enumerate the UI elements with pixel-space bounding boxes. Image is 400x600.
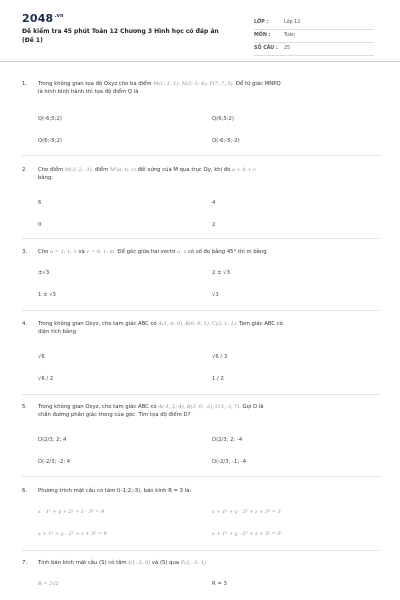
- page-title: [22, 28, 222, 45]
- question-formula: P(2; -2; 1).: [180, 560, 208, 566]
- question-formula: u,: [176, 249, 182, 255]
- question-text: [22, 487, 374, 495]
- meta-row-subject: [254, 30, 374, 43]
- divider: [22, 310, 380, 311]
- question-text-part: và: [76, 249, 87, 255]
- question-text-part: Phương trình mặt cầu có tâm I(-1;2;-3), bán kính R = 3 là:: [38, 488, 192, 494]
- question-text: [22, 80, 374, 95]
- option-a[interactable]: 6: [38, 200, 42, 206]
- question-text-part: Trong không gian Oxyz, cho tam giác ABC có: [38, 321, 159, 327]
- option-b[interactable]: x + 1² + y - 2² + z + 3² = 3: [212, 509, 281, 515]
- question-number: 7.: [22, 560, 28, 566]
- question-formula: A(-1; 2; 4), B(3; 0; -2), C(1; 3; 7).: [158, 404, 241, 410]
- option-d[interactable]: 2: [212, 222, 216, 228]
- option-d[interactable]: x + 1² + y - 2² + z + 3² = 9: [212, 531, 281, 537]
- meta-key: SỐ CÂU :: [254, 46, 278, 51]
- question-text-part: Trong không gian Oxyz, cho tam giác ABC có: [38, 404, 159, 410]
- option-c[interactable]: 0: [38, 222, 42, 228]
- meta-value: Lớp 12: [284, 20, 301, 25]
- option-b[interactable]: √6 / 3: [212, 354, 228, 360]
- divider: [22, 238, 380, 239]
- exam-meta: [254, 17, 374, 56]
- option-b[interactable]: 4: [212, 200, 216, 206]
- question-number: 1.: [22, 81, 28, 87]
- question-text-line-2: diện tích bằng: [38, 329, 76, 335]
- option-a[interactable]: R = 2√2: [38, 581, 59, 587]
- divider: [22, 155, 380, 156]
- question-4: [22, 320, 382, 400]
- question-3: [22, 248, 382, 318]
- divider: [22, 394, 380, 395]
- question-text-part: đối xứng của M qua trục Oy, khi đó: [135, 167, 233, 173]
- option-b[interactable]: D(2/3; 2; -4: [212, 437, 243, 443]
- question-text-part: điểm: [93, 167, 110, 173]
- question-2: [22, 166, 382, 246]
- question-6: [22, 487, 382, 552]
- option-a[interactable]: x - 1² + y + 2² + z - 3² = 9: [38, 509, 105, 515]
- option-b[interactable]: Q(6;5;2): [212, 116, 234, 122]
- question-formula: a + b + c: [232, 167, 256, 173]
- question-text-part: Để góc giữa hai vectơ: [115, 249, 177, 255]
- page-header: [0, 0, 400, 62]
- option-b[interactable]: 2 ± √3: [212, 270, 230, 276]
- meta-key: MÔN :: [254, 33, 271, 38]
- option-a[interactable]: Q(-6;5;2): [38, 116, 62, 122]
- option-a[interactable]: √6: [38, 354, 45, 360]
- question-7: [22, 559, 382, 599]
- option-c[interactable]: D(-2/3; -2; 4: [38, 459, 71, 465]
- question-formula: I(1; 2; 0): [128, 560, 151, 566]
- option-c[interactable]: Q(6;-5;2): [38, 138, 62, 144]
- site-logo[interactable]: [22, 12, 64, 25]
- question-text-part: có số đo bằng 45° thì m bằng: [186, 249, 267, 255]
- meta-row-count: [254, 43, 374, 56]
- question-text-line-2: chân đường phân giác trong của góc. Tìm tọa độ điểm D?: [38, 412, 191, 418]
- question-text: [22, 248, 374, 256]
- question-text: [22, 403, 374, 418]
- option-d[interactable]: √3: [212, 292, 219, 298]
- meta-row-grade: [254, 17, 374, 30]
- divider: [22, 476, 380, 477]
- question-formula: A(1; 0; 0), B(0; 0; 1), C(2; 1; 1).: [158, 321, 238, 327]
- question-number: 2.: [22, 167, 28, 173]
- question-text-part: Cho: [38, 249, 50, 255]
- question-number: 6.: [22, 488, 28, 494]
- question-5: [22, 403, 382, 483]
- option-a[interactable]: D(2/3; 2; 4: [38, 437, 67, 443]
- question-text: [22, 166, 374, 181]
- question-formula: v: [183, 249, 187, 255]
- title-line-1: Đề kiểm tra 45 phút Toán 12 Chương 3 Hình học có đáp án: [22, 28, 219, 35]
- question-formula: M(1; 1; 1); N(2; 3; 4); P(7; 7; 5).: [153, 81, 235, 87]
- logo-suffix: .vn: [54, 13, 64, 20]
- option-c[interactable]: x + 1² + y - 2² + z + 3² = 9: [38, 531, 107, 537]
- meta-key: LỚP :: [254, 20, 269, 25]
- question-number: 5.: [22, 404, 28, 410]
- title-line-2: (Đề 1): [22, 36, 43, 44]
- question-number: 3.: [22, 249, 28, 255]
- question-formula: v = 0; 1; m.: [86, 249, 116, 255]
- question-formula: u = 1; 1; 1: [49, 249, 77, 255]
- question-formula: M(3; 2; -1),: [64, 167, 94, 173]
- question-text-part: Trong không gian tọa độ Oxyz cho ba điểm: [38, 81, 154, 87]
- question-text-part: Gọi D là: [240, 404, 264, 410]
- question-text-line-2: là hình bình hành thì tọa độ điểm Q là: [38, 89, 139, 95]
- meta-value: Toán: [284, 33, 296, 38]
- option-b[interactable]: R = 3: [212, 581, 227, 587]
- question-text-part: Tính bán kính mặt cầu (S) có tâm: [38, 560, 129, 566]
- logo-main: 2048: [22, 12, 54, 25]
- option-c[interactable]: √6 / 2: [38, 376, 54, 382]
- question-text: [22, 320, 374, 335]
- option-d[interactable]: Q(-6;-5;-2): [212, 138, 240, 144]
- option-d[interactable]: D(-2/3; -1; -4: [212, 459, 247, 465]
- question-1: [22, 80, 382, 160]
- option-a[interactable]: ±√3: [38, 270, 50, 276]
- option-c[interactable]: 1 ± √3: [38, 292, 56, 298]
- question-text-line-2: bằng:: [38, 175, 54, 181]
- divider: [22, 550, 380, 551]
- question-formula: M'(a; b; c): [109, 167, 136, 173]
- meta-value: 25: [284, 46, 291, 51]
- question-text-part: Để tứ giác MNPQ: [234, 81, 281, 87]
- option-d[interactable]: 1 / 2: [212, 376, 224, 382]
- question-text-part: và (S) qua: [150, 560, 181, 566]
- question-number: 4.: [22, 321, 28, 327]
- question-text-part: Tam giác ABC có: [237, 321, 283, 327]
- question-text-part: Cho điểm: [38, 167, 65, 173]
- question-text: [22, 559, 374, 567]
